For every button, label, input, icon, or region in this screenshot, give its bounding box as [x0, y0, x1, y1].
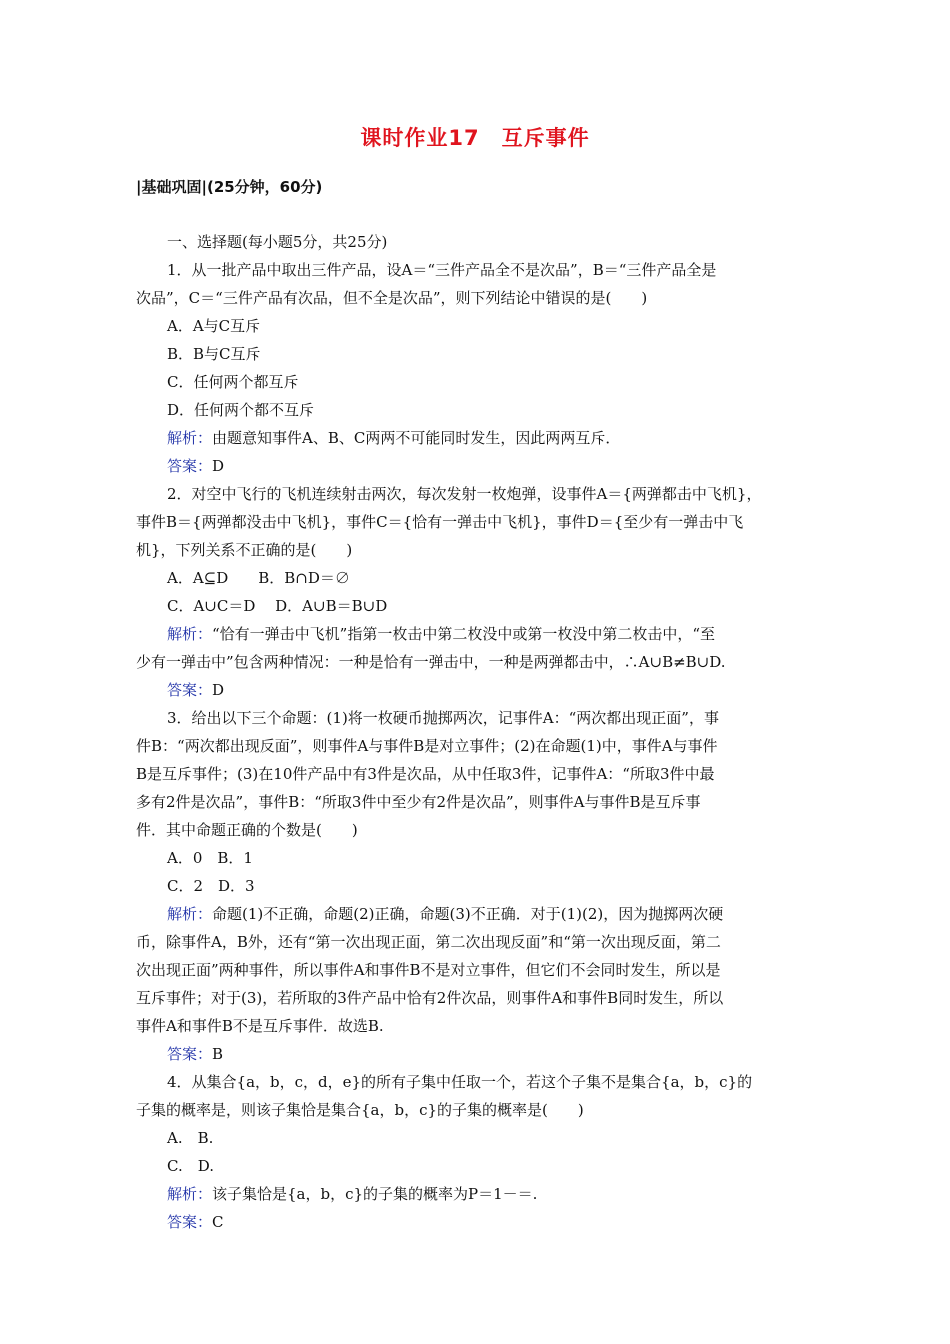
q2-stem-line: 机}，下列关系不正确的是( ) — [136, 541, 353, 559]
q3-analysis — [136, 900, 816, 928]
q2-stem-line: 2．对空中飞行的飞机连续射击两次，每次发射一枚炮弹，设事件A＝{两弹都击中飞机}， — [167, 485, 762, 503]
q1-option-d: D．任何两个都不互斥 — [167, 401, 315, 419]
answer-label: 答案： — [167, 1045, 213, 1063]
q1-option-c: C．任何两个都互斥 — [167, 373, 299, 391]
q4-stem-line: 子集的概率是，则该子集恰是集合{a，b，c}的子集的概率是( ) — [136, 1101, 584, 1119]
q2-answer — [136, 676, 816, 704]
analysis-text: 该子集恰是{a，b，c}的子集的概率为P＝1－＝. — [212, 1185, 538, 1203]
q4-analysis — [136, 1180, 816, 1208]
q1-option-a: A．A与C互斥 — [167, 317, 261, 335]
section-heading: |基础巩固|(25分钟，60分) — [136, 178, 323, 196]
q4-options-ab: A. B. — [167, 1129, 214, 1147]
analysis-text: “恰有一弹击中飞机”指第一枚击中第二枚没中或第一枚没中第二枚击中，“至 — [212, 625, 716, 643]
answer-label: 答案： — [167, 681, 213, 699]
q3-analysis-line: 事件A和事件B不是互斥事件．故选B. — [136, 1017, 384, 1035]
analysis-text: 由题意知事件A、B、C两两不可能同时发生，因此两两互斥． — [212, 429, 621, 447]
answer-label: 答案： — [167, 457, 213, 475]
q3-stem-line: 件．其中命题正确的个数是( ) — [136, 821, 358, 839]
q1-answer — [136, 452, 816, 480]
analysis-label: 解析： — [167, 625, 213, 643]
analysis-label: 解析： — [167, 1185, 213, 1203]
q3-stem-line: 多有2件是次品”，事件B：“所取3件中至少有2件是次品”，则事件A与事件B是互斥事 — [136, 793, 701, 811]
answer-label: 答案： — [167, 1213, 213, 1231]
answer-value: D — [212, 681, 225, 699]
q1-analysis — [136, 424, 816, 452]
question-group-heading: 一、选择题(每小题5分，共25分) — [167, 233, 388, 251]
q4-answer — [136, 1208, 816, 1236]
q1-stem-line: 1．从一批产品中取出三件产品，设A＝“三件产品全不是次品”，B＝“三件产品全是 — [167, 261, 717, 279]
q2-options-cd: C．A∪C＝D D．A∪B＝B∪D — [167, 597, 388, 615]
q3-stem-line: 件B：“两次都出现反面”，则事件A与事件B是对立事件；(2)在命题(1)中，事件A与事件 — [136, 737, 718, 755]
q3-stem-line: B是互斥事件；(3)在10件产品中有3件是次品，从中任取3件，记事件A：“所取3件中最 — [136, 765, 715, 783]
q3-analysis-line: 次出现正面”两种事件，所以事件A和事件B不是对立事件，但它们不会同时发生，所以是 — [136, 961, 721, 979]
document-body — [136, 228, 816, 1236]
q2-options-ab: A．A⊆D B．B∩D＝∅ — [167, 569, 350, 587]
analysis-label: 解析： — [167, 429, 213, 447]
answer-value: D — [212, 457, 225, 475]
page-title: 课时作业17 互斥事件 — [360, 126, 590, 150]
q3-stem-line: 3．给出以下三个命题：(1)将一枚硬币抛掷两次，记事件A：“两次都出现正面”，事 — [167, 709, 719, 727]
q3-options-ab: A．0 B．1 — [167, 849, 253, 867]
q4-stem-line: 4．从集合{a，b，c，d，e}的所有子集中任取一个，若这个子集不是集合{a，b，c}的 — [167, 1073, 753, 1091]
q2-analysis — [136, 620, 816, 648]
q2-analysis-line: 少有一弹击中”包含两种情况：一种是恰有一弹击中，一种是两弹都击中，∴A∪B≠B∪D. — [136, 653, 726, 671]
analysis-text: 命题(1)不正确，命题(2)正确，命题(3)不正确．对于(1)(2)，因为抛掷两次硬 — [212, 905, 724, 923]
q2-stem-line: 事件B＝{两弹都没击中飞机}，事件C＝{恰有一弹击中飞机}，事件D＝{至少有一弹击中飞 — [136, 513, 744, 531]
answer-value: C — [212, 1213, 224, 1231]
q1-option-b: B．B与C互斥 — [167, 345, 261, 363]
answer-value: B — [212, 1045, 224, 1063]
q3-answer — [136, 1040, 816, 1068]
analysis-label: 解析： — [167, 905, 213, 923]
q3-analysis-line: 互斥事件；对于(3)，若所取的3件产品中恰有2件次品，则事件A和事件B同时发生，所以 — [136, 989, 724, 1007]
q3-analysis-line: 币，除事件A，B外，还有“第一次出现正面，第二次出现反面”和“第一次出现反面，第二 — [136, 933, 721, 951]
q4-options-cd: C. D. — [167, 1157, 214, 1175]
q3-options-cd: C．2 D．3 — [167, 877, 255, 895]
q1-stem-line: 次品”，C＝“三件产品有次品，但不全是次品”，则下列结论中错误的是( ) — [136, 289, 648, 307]
